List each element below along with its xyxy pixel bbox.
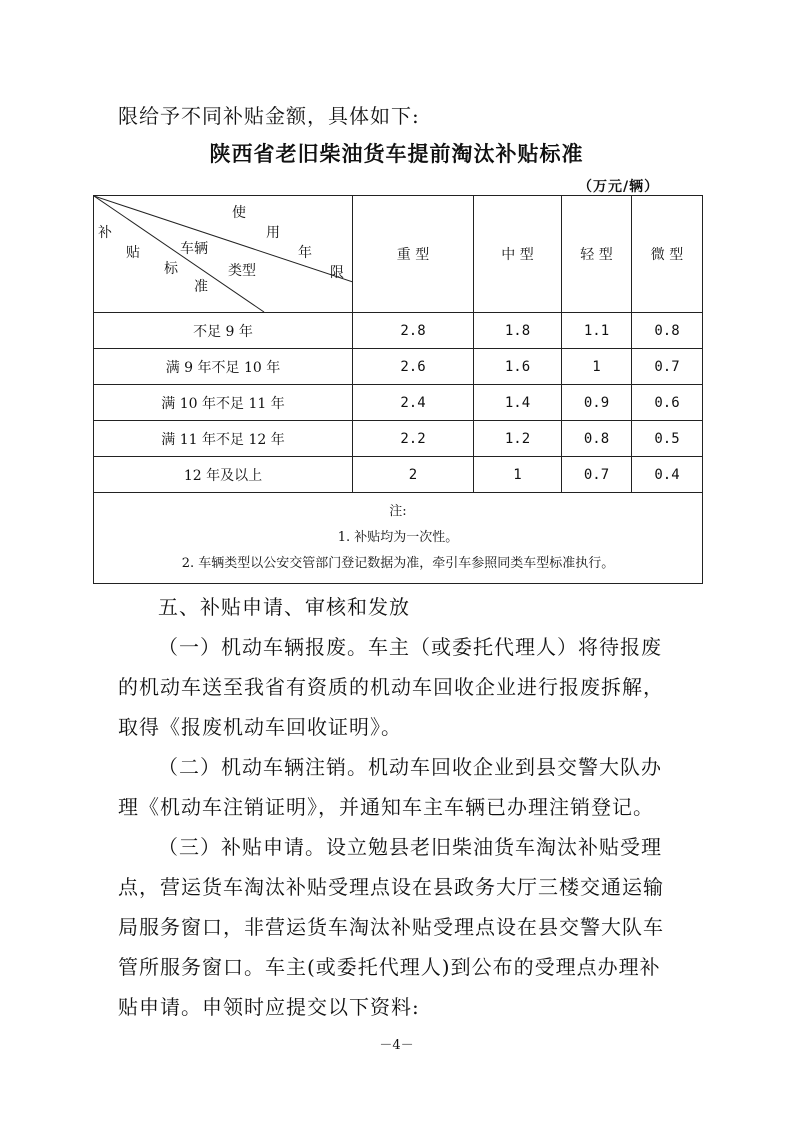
- table-row: [94, 421, 703, 457]
- diag-usage-3: 年: [298, 245, 312, 261]
- cell-value: 2.2: [353, 421, 474, 457]
- page-number: －4－: [379, 1038, 414, 1053]
- cell-value: 0.8: [562, 421, 632, 457]
- table-row: [94, 457, 703, 493]
- cell-value: 1.8: [474, 313, 562, 349]
- row-label: 不足 9 年: [94, 313, 353, 349]
- notes-row: [94, 493, 703, 584]
- para3-line3: 局服务窗口，非营运货车淘汰补贴受理点设在县交警大队车: [118, 915, 664, 939]
- note-title: 注:: [389, 504, 407, 519]
- diag-usage-2: 用: [266, 225, 280, 241]
- diag-usage-1: 使: [232, 205, 246, 221]
- cell-value: 0.6: [632, 385, 703, 421]
- section-heading: 五、补贴申请、审核和发放: [158, 595, 410, 619]
- para1-line3: 取得《报废机动车回收证明》。: [118, 715, 402, 739]
- unit-label: （万元/辆）: [578, 179, 660, 195]
- cell-value: 1.1: [562, 313, 632, 349]
- subsidy-table: [93, 195, 703, 584]
- cell-value: 1: [474, 457, 562, 493]
- cell-value: 0.5: [632, 421, 703, 457]
- table-row: [94, 385, 703, 421]
- cell-value: 1.6: [474, 349, 562, 385]
- cell-value: 0.4: [632, 457, 703, 493]
- diag-vehicle-1: 车辆: [180, 241, 208, 257]
- cell-value: 0.7: [632, 349, 703, 385]
- cell-value: 1: [562, 349, 632, 385]
- row-label: 满 11 年不足 12 年: [94, 421, 353, 457]
- para3-line2: 点，营运货车淘汰补贴受理点设在县政务大厅三楼交通运输: [118, 875, 664, 899]
- para1-line2: 的机动车送至我省有资质的机动车回收企业进行报废拆解，: [118, 675, 664, 699]
- diagonal-header-cell: [94, 196, 353, 313]
- para2-line2: 理《机动车注销证明》，并通知车主车辆已办理注销登记。: [118, 795, 654, 819]
- cell-value: 0.9: [562, 385, 632, 421]
- row-label: 满 10 年不足 11 年: [94, 385, 353, 421]
- col-light: 轻 型: [562, 196, 632, 313]
- diag-subsidy-4: 准: [194, 279, 208, 295]
- cell-value: 0.8: [632, 313, 703, 349]
- diag-subsidy-1: 补: [98, 225, 112, 241]
- para3-line4: 管所服务窗口。车主(或委托代理人)到公布的受理点办理补: [118, 955, 661, 979]
- table-row: [94, 349, 703, 385]
- col-mini: 微 型: [632, 196, 703, 313]
- para3-line1: （三）补贴申请。设立勉县老旧柴油货车淘汰补贴受理: [158, 835, 662, 859]
- note-1: 1. 补贴均为一次性。: [337, 530, 459, 545]
- cell-value: 1.4: [474, 385, 562, 421]
- para3-line5: 贴申请。申领时应提交以下资料:: [118, 995, 420, 1019]
- diag-vehicle-2: 类型: [228, 263, 256, 279]
- cell-value: 2.8: [353, 313, 474, 349]
- table-title: 陕西省老旧柴油货车提前淘汰补贴标准: [209, 142, 584, 166]
- cell-value: 2.6: [353, 349, 474, 385]
- row-label: 12 年及以上: [94, 457, 353, 493]
- intro-line: 限给予不同补贴金额，具体如下:: [118, 104, 420, 128]
- table-row: [94, 313, 703, 349]
- diag-subsidy-3: 标: [164, 261, 178, 277]
- col-medium: 中 型: [474, 196, 562, 313]
- table-header-row: [94, 196, 703, 313]
- col-heavy: 重 型: [353, 196, 474, 313]
- para1-line1: （一）机动车辆报废。车主（或委托代理人）将待报废: [158, 635, 662, 659]
- cell-value: 0.7: [562, 457, 632, 493]
- diag-subsidy-2: 贴: [126, 245, 140, 261]
- row-label: 满 9 年不足 10 年: [94, 349, 353, 385]
- para2-line1: （二）机动车辆注销。机动车回收企业到县交警大队办: [158, 755, 662, 779]
- cell-value: 2.4: [353, 385, 474, 421]
- cell-value: 1.2: [474, 421, 562, 457]
- diag-usage-4: 限: [330, 265, 344, 281]
- cell-value: 2: [353, 457, 474, 493]
- note-2: 2. 车辆类型以公安交管部门登记数据为准，牵引车参照同类车型标准执行。: [181, 556, 615, 571]
- notes-cell: [94, 493, 703, 584]
